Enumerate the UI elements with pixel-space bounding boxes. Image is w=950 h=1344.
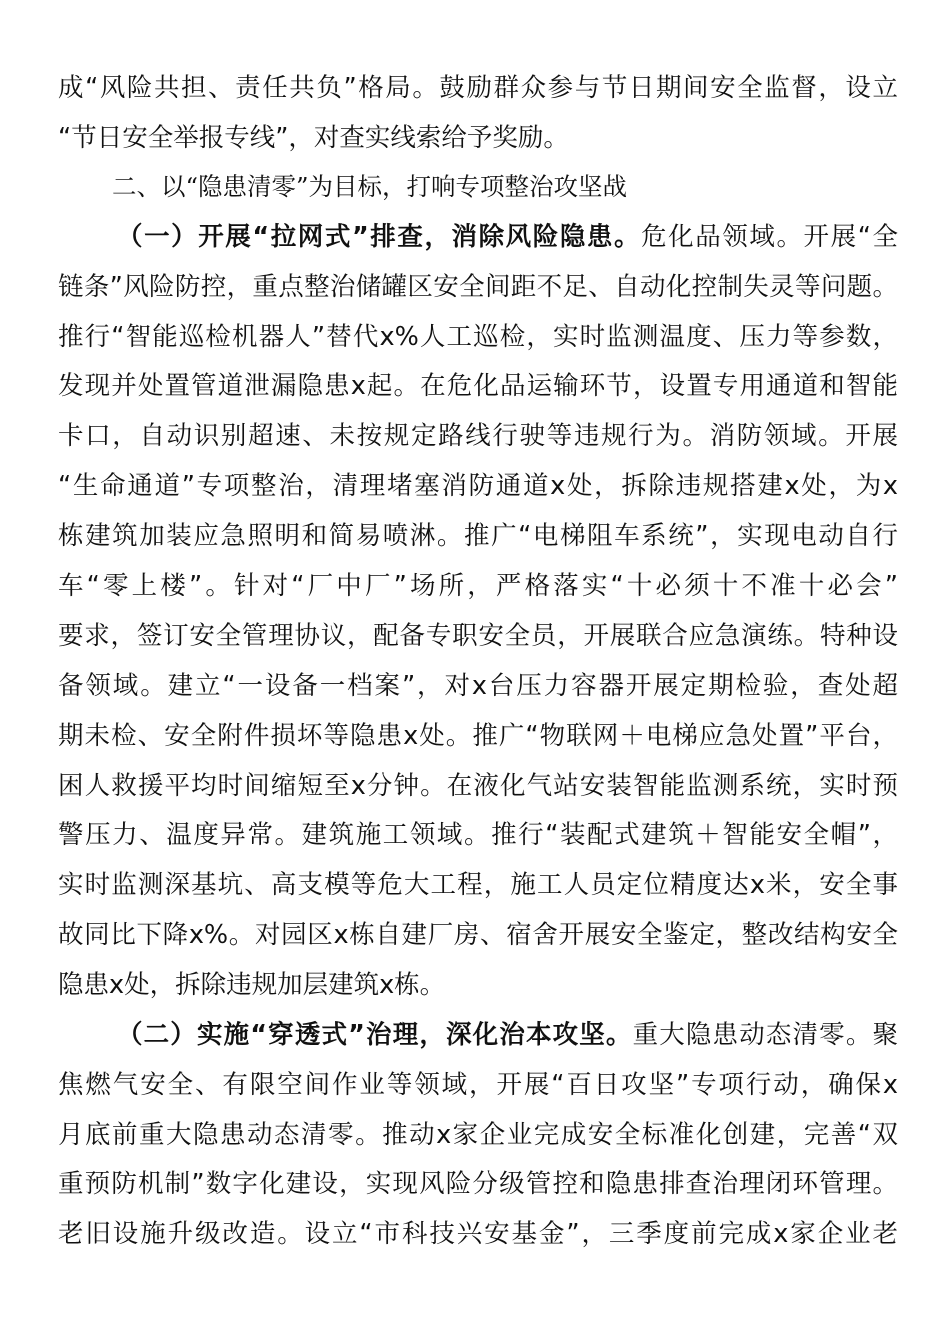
paragraph-line: “生命通道”专项整治，清理堵塞消防通道x处，拆除违规搭建x处，为x xyxy=(58,471,898,501)
subsection-heading: （一）开展“拉网式”排查，消除风险隐患。 xyxy=(117,222,642,252)
paragraph-line: 成“风险共担、责任共负”格局。鼓励群众参与节日期间安全监督，设立 xyxy=(58,73,898,103)
paragraph-line: 要求，签订安全管理协议，配备专职安全员，开展联合应急演练。特种设 xyxy=(58,621,898,651)
paragraph-line: 隐患x处，拆除违规加层建筑x栋。 xyxy=(58,970,446,1000)
paragraph-line: 推行“智能巡检机器人”替代x%人工巡检，实时监测温度、压力等参数， xyxy=(58,322,898,352)
paragraph-line: 月底前重大隐患动态清零。推动x家企业完成安全标准化创建，完善“双 xyxy=(58,1120,898,1150)
paragraph-line: 实时监测深基坑、高支模等危大工程，施工人员定位精度达x米，安全事 xyxy=(58,870,898,900)
paragraph-line: 老旧设施升级改造。设立“市科技兴安基金”，三季度前完成x家企业老 xyxy=(58,1219,898,1249)
paragraph-line: “节日安全举报专线”，对查实线索给予奖励。 xyxy=(58,123,569,153)
paragraph-line: 卡口，自动识别超速、未按规定路线行驶等违规行为。消防领域。开展 xyxy=(58,421,898,451)
subsection-first-line xyxy=(117,217,898,257)
paragraph-text: 重大隐患动态清零。聚 xyxy=(632,1020,898,1050)
paragraph-line: 困人救援平均时间缩短至x分钟。在液化气站安装智能监测系统，实时预 xyxy=(58,771,898,801)
paragraph-line: 故同比下降x%。对园区x栋自建厂房、宿舍开展安全鉴定，整改结构安全 xyxy=(58,920,898,950)
subsection-first-line xyxy=(117,1015,898,1055)
paragraph-line: 车“零上楼”。针对“厂中厂”场所，严格落实“十必须十不准十必会” xyxy=(58,571,898,601)
paragraph-line: 重预防机制”数字化建设，实现风险分级管控和隐患排查治理闭环管理。 xyxy=(58,1169,898,1199)
paragraph-line: 警压力、温度异常。建筑施工领域。推行“装配式建筑＋智能安全帽”， xyxy=(58,820,898,850)
subsection-heading: （二）实施“穿透式”治理，深化治本攻坚。 xyxy=(117,1020,633,1050)
paragraph-line: 焦燃气安全、有限空间作业等领域，开展“百日攻坚”专项行动，确保x xyxy=(58,1070,898,1100)
paragraph-line: 栋建筑加装应急照明和简易喷淋。推广“电梯阻车系统”，实现电动自行 xyxy=(58,521,898,551)
section-heading: 二、以“隐患清零”为目标，打响专项整治攻坚战 xyxy=(112,172,628,201)
paragraph-line: 链条”风险防控，重点整治储罐区安全间距不足、自动化控制失灵等问题。 xyxy=(58,272,898,302)
paragraph-line: 备领域。建立“一设备一档案”，对x台压力容器开展定期检验，查处超 xyxy=(58,671,898,701)
paragraph-text: 危化品领域。开展“全 xyxy=(641,222,898,252)
paragraph-line: 期未检、安全附件损坏等隐患x处。推广“物联网＋电梯应急处置”平台， xyxy=(58,721,898,751)
paragraph-line: 发现并处置管道泄漏隐患x起。在危化品运输环节，设置专用通道和智能 xyxy=(58,371,898,401)
